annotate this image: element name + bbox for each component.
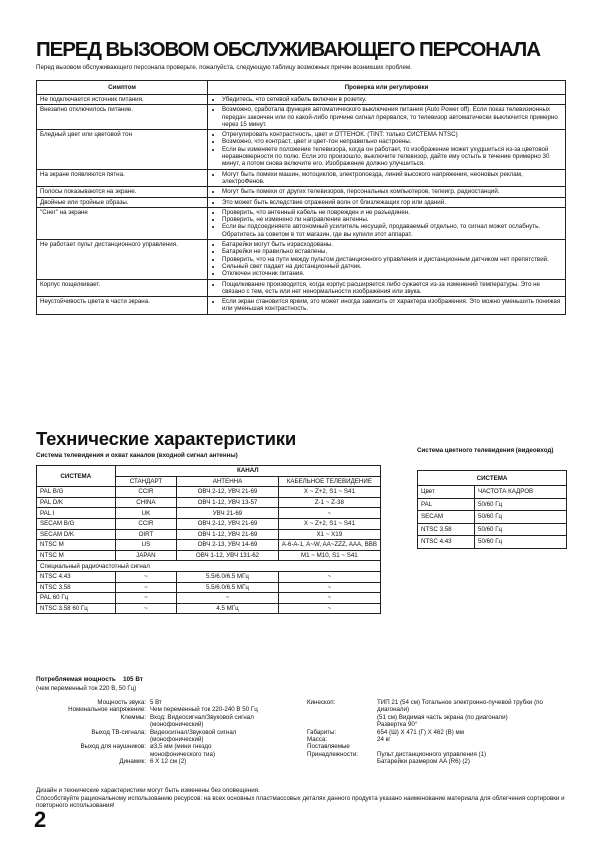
spec-row <box>37 487 381 498</box>
checks-cell <box>208 130 566 169</box>
checks-list <box>211 188 562 195</box>
rf-cell: ~ <box>115 603 177 614</box>
spec-line <box>307 714 567 721</box>
trouble-row <box>37 240 566 279</box>
spec-line-label <box>36 751 150 758</box>
checks-cell <box>208 207 566 239</box>
spec-cell: PAL D/K <box>37 497 116 508</box>
checks-cell <box>208 240 566 279</box>
spec-line <box>36 758 301 765</box>
page-title: ПЕРЕД ВЫЗОВОМ ОБСЛУЖИВАЮЩЕГО ПЕРСОНАЛА <box>36 38 540 61</box>
rf-row <box>37 593 381 604</box>
checks-list <box>211 241 562 277</box>
check-item: • Если вы подсоединяете автономный усилитель несущей, продаваемый отдельно, то сигнал может ослабнуть. Обратитесь за советом в тот магазин, где вы купили этот аппарат. <box>222 223 562 238</box>
spec-row <box>37 550 381 561</box>
rf-cell: ~ <box>115 582 177 593</box>
color-system-table <box>417 470 567 549</box>
check-item: • Батарейки не правильно вставлены. <box>222 248 562 255</box>
spec-cell: UK <box>115 508 177 519</box>
spec-line-label: Принадлежности: <box>307 750 358 758</box>
spec-line <box>36 699 301 706</box>
spec-line-label: Выход для наушников: <box>80 743 146 751</box>
spec-cell: PAL B/G <box>37 487 116 498</box>
trouble-row <box>37 95 566 105</box>
symptom-cell: Корпус пощелкивает. <box>37 279 208 297</box>
spec-cell: ~ <box>278 508 380 519</box>
checks-cell <box>208 297 566 315</box>
color-system-rate: 50/60 Гц <box>475 511 567 524</box>
color-system-rate: 50/60 Гц <box>475 498 567 511</box>
color-system-row <box>418 523 567 536</box>
rf-cell: 5.5/6.0/6.5 МГц <box>177 582 279 593</box>
spec-line <box>307 721 567 728</box>
footer-change-note: Дизайн и технические характеристики могут быть изменены без оповещения. <box>36 787 260 794</box>
spec-line <box>307 699 567 714</box>
spec-cell: УВЧ 21-69 <box>177 508 279 519</box>
rf-cell: NTSC 3.58 60 Гц <box>37 603 116 614</box>
spec-cell: ОВЧ 2-13, УВЧ 14-69 <box>177 540 279 551</box>
checks-list <box>211 209 562 238</box>
check-item: • Возможно, что контраст, цвет и цвет-тон неправильно настроены. <box>222 138 562 145</box>
spec-cell: CHINA <box>115 497 177 508</box>
specs-left-column <box>36 699 301 766</box>
symptom-header: Симптом <box>37 81 208 95</box>
spec-line-label: Динамик: <box>119 758 146 766</box>
rf-cell: ~ <box>278 593 380 604</box>
spec-line-value: Батарейки размером AA (R6) (2) <box>377 758 470 766</box>
spec-line <box>36 751 301 758</box>
spec-line-value: 6 X 12 см (2) <box>150 758 187 766</box>
rf-row <box>37 571 381 582</box>
spec-line-label <box>307 714 377 721</box>
spec-subheading: Система телевидения и охват каналов (входной сигнал антенны) <box>36 452 238 459</box>
spec-line-value: (монофонический) <box>150 721 204 729</box>
color-system-rate: 50/60 Гц <box>475 536 567 549</box>
check-item: • Проверить, что на пути между пультом дистанционного управления и дистанционным датчиком нет препятствий. <box>222 256 562 263</box>
rf-cell: ~ <box>115 593 177 604</box>
trouble-row <box>37 187 566 197</box>
spec-line-label: Мощность звука: <box>97 699 146 706</box>
spec-cell: A-6-A-1, A~W, AA~ZZZ, AAA, BBB <box>278 540 380 551</box>
frame-rate-col-header: ЧАСТОТА КАДРОВ <box>475 486 567 499</box>
spec-line-value: 5 Вт <box>150 699 162 706</box>
spec-line-value: (51 см) Видимая часть экрана (по диагонали) <box>377 713 508 721</box>
spec-cell: CCIR <box>115 487 177 498</box>
checks-list <box>211 96 562 103</box>
checks-list <box>211 131 562 167</box>
spec-line-label: Кинескоп: <box>307 699 336 706</box>
power-value: 105 Вт <box>122 676 144 683</box>
check-item: • Могут быть помехи машин, мотоциклов, электропоезда, линий высокого напряжения, неоновых реклам, электроФенов. <box>222 171 562 186</box>
check-item: • Если вы изменяете положение телевизора, когда он работает, то изображение может ухудшиться из-за цветовой неравномерности по полю. Если это произошло, выключите телевизор, дайте ему остыть в течение примерно 30 минут, а потом снова включите его. Изображение должно улучшиться. <box>222 146 562 168</box>
spec-cell: X1 ~ X19 <box>278 529 380 540</box>
symptom-cell: Внезапно отключилось питание. <box>37 105 208 130</box>
antenna-header: АНТЕННА <box>177 476 279 487</box>
trouble-row <box>37 297 566 315</box>
power-note: (чем переменный ток 220 В, 50 Гц) <box>36 685 137 692</box>
symptom-cell: "Снег" на экране <box>37 207 208 239</box>
spec-line-label: Номинальное напряжение: <box>68 706 146 714</box>
spec-cell: JAPAN <box>115 550 177 561</box>
symptom-cell: Неустойчивость цвета в части экрана. <box>37 297 208 315</box>
checks-cell <box>208 197 566 207</box>
color-system-row <box>418 498 567 511</box>
specs-right-column <box>307 699 567 766</box>
spec-line-value: Чем переменный ток 220-240 В 50 Гц <box>150 706 258 714</box>
spec-cell: ОВЧ 2-12, УВЧ 21-69 <box>177 487 279 498</box>
symptom-cell: Не работает пульт дистанционного управления. <box>37 240 208 279</box>
spec-line-value: Вход: Видеосигнал/Звуковой сигнал <box>150 713 254 721</box>
spec-cell: ОВЧ 1-12, УВЧ 21-69 <box>177 529 279 540</box>
check-item: • Это может быть вследствие отражений волн от близлежащих гор или зданий. <box>222 199 562 206</box>
spec-line-value <box>377 743 567 750</box>
spec-cell: OIRT <box>115 529 177 540</box>
trouble-row <box>37 279 566 297</box>
spec-line-label: Поставляемые <box>307 743 350 751</box>
trouble-row <box>37 207 566 239</box>
color-system-title: Система цветного телевидения (видеовход) <box>417 447 554 454</box>
spec-row <box>37 529 381 540</box>
check-item: • Возможно, сработала функция автоматического выключения питания (Auto Power off). Если показ телевизионных передач закончен или по какой-либо причине сигнал прервался, то телевизор автоматически выключится примерно через 15 минут. <box>222 106 562 128</box>
symptom-cell: Двойные или тройные образы. <box>37 197 208 207</box>
channel-header: КАНАЛ <box>115 466 380 477</box>
symptom-cell: Не подключается источник питания. <box>37 95 208 105</box>
checks-list <box>211 171 562 186</box>
spec-cell: X ~ Z+2, S1 ~ S41 <box>278 518 380 529</box>
checks-list <box>211 199 562 206</box>
system-header: СИСТЕМА <box>37 466 116 487</box>
symptom-cell: Бледный цвет или цветовой тон <box>37 130 208 169</box>
spec-line-label <box>307 758 377 765</box>
spec-line <box>307 736 567 743</box>
spec-cell: NTSC M <box>37 540 116 551</box>
spec-cell: M1 ~ M10, S1 ~ S41 <box>278 550 380 561</box>
page-number: 2 <box>34 807 47 832</box>
spec-row <box>37 508 381 519</box>
spec-line-label: Клеммы: <box>120 713 146 721</box>
color-system-row <box>418 511 567 524</box>
rf-cell: ~ <box>278 571 380 582</box>
color-system-row <box>418 536 567 549</box>
rf-label-row <box>37 561 381 572</box>
checks-cell <box>208 105 566 130</box>
spec-line <box>36 721 301 728</box>
spec-line-value: ø3,5 мм (мини гнездо <box>150 743 212 751</box>
checks-list <box>211 281 562 296</box>
rf-cell: 4.5 МГц <box>177 603 279 614</box>
spec-cell: PAL I <box>37 508 116 519</box>
spec-row <box>37 540 381 551</box>
rf-row <box>37 582 381 593</box>
spec-line-value: монофонического тиа) <box>150 750 216 758</box>
footer-notes <box>36 787 566 810</box>
trouble-row <box>37 169 566 187</box>
tv-system-table <box>36 465 381 614</box>
standard-header: СТАНДАРТ <box>115 476 177 487</box>
rf-cell: ~ <box>115 571 177 582</box>
spec-cell: Z-1 ~ Z-38 <box>278 497 380 508</box>
rf-cell: ~ <box>278 603 380 614</box>
spec-cell: ОВЧ 2-12, УВЧ 21-69 <box>177 518 279 529</box>
spec-line <box>307 758 567 765</box>
check-item: • Если экран становится ярким, это может иногда зависить от характера изображения. Это можно уменьшить понижая или уменьшая контрастность. <box>222 298 562 313</box>
spec-line <box>36 706 301 713</box>
spec-line <box>36 714 301 721</box>
rf-cell: PAL 60 Гц <box>37 593 116 604</box>
spec-cell: SECAM D/K <box>37 529 116 540</box>
checks-header: Проверка или регулировки <box>208 81 566 95</box>
rf-cell: NTSC 4.43 <box>37 571 116 582</box>
color-system-rate: 50/60 Гц <box>475 523 567 536</box>
spec-line-value: Видеосигнал/Звуковой сигнал <box>150 728 237 736</box>
rf-cell: ~ <box>177 593 279 604</box>
checks-cell <box>208 187 566 197</box>
check-item: • Отрегулировать контрастность, цвет и ОТТЕНОК. (TINT: только СИСТЕМА NTSC) <box>222 131 562 138</box>
checks-cell <box>208 95 566 105</box>
rf-cell: 5.5/6.0/6.5 МГц <box>177 571 279 582</box>
spec-row <box>37 497 381 508</box>
spec-line-value: Пульт дистанционного управления (1) <box>377 750 487 758</box>
trouble-row <box>37 105 566 130</box>
check-item: • Отключен источник питания. <box>222 270 562 277</box>
spec-cell: ОВЧ 1-12, УВЧ 131-62 <box>177 550 279 561</box>
spec-line-label: Масса: <box>307 736 328 744</box>
spec-line <box>36 729 301 736</box>
spec-line <box>36 736 301 743</box>
checks-cell <box>208 279 566 297</box>
trouble-row <box>37 130 566 169</box>
rf-row <box>37 603 381 614</box>
color-system-header: СИСТЕМА <box>418 471 567 486</box>
spec-line-value: ТИП 21 (54 см) Тотальное электронно-пучевой трубки (по диагонали) <box>377 699 543 714</box>
cable-header: КАБЕЛЬНОЕ ТЕЛЕВИДЕНИЕ <box>278 476 380 487</box>
trouble-row <box>37 197 566 207</box>
power-label: Потребляемая мощность <box>36 676 116 683</box>
checks-list <box>211 106 562 128</box>
footer-recycling-note: Способствуйте рациональному использованию ресурсов: на всех основных пластмассовых деталях данного продукта указано наименование материала для облегчения сортировки и повторного использования! <box>36 794 565 810</box>
spec-line-value: (монофонический) <box>150 736 204 744</box>
symptom-cell: Полосы показываются на экране. <box>37 187 208 197</box>
check-item: • Убедитесь, что сетевой кабель включен в розетку. <box>222 96 562 103</box>
color-system-name: NTSC 4.43 <box>418 536 475 549</box>
spec-line <box>307 743 567 750</box>
spec-line-label <box>307 721 377 728</box>
spec-line-value: 24 кг <box>377 736 391 744</box>
spec-line-value: 654 (Ш) X 471 (Г) X 462 (В) мм <box>377 728 464 736</box>
color-col-header: Цвет <box>418 486 475 499</box>
spec-line-value: Развертка 90° <box>377 721 418 729</box>
spec-cell: SECAM B/G <box>37 518 116 529</box>
check-item: • Проверить, не изменено ли направление антенны. <box>222 216 562 223</box>
spec-line <box>36 743 301 750</box>
troubleshooting-table <box>36 80 566 315</box>
check-item: • Пощелкивание производится, когда корпус расширяется либо сужается из-за изменений температуры. Это не связано с тем, есть или нет ненормальности изображения или звука. <box>222 281 562 296</box>
rf-label: Специальный радиочастотный сигнал <box>37 561 381 572</box>
checks-list <box>211 298 562 313</box>
spec-line-label: Габариты: <box>307 728 337 736</box>
spec-row <box>37 518 381 529</box>
check-item: • Проверить, что антенный кабель не поврежден и не разъединен. <box>222 209 562 216</box>
spec-line-label <box>36 736 150 743</box>
spec-cell: NTSC M <box>37 550 116 561</box>
spec-heading: Технические характеристики <box>36 428 296 449</box>
power-consumption <box>36 676 143 683</box>
symptom-cell: На экране появляются пятна. <box>37 169 208 187</box>
spec-cell: X ~ Z+2, S1 ~ S41 <box>278 487 380 498</box>
spec-line-label: Выход ТВ-сигнала: <box>91 728 146 736</box>
rf-cell: ~ <box>278 582 380 593</box>
spec-cell: US <box>115 540 177 551</box>
intro-text: Перед вызовом обслуживающего персонала проверьте, пожалуйста, следующую таблицу возможных причин возникших проблем. <box>36 64 412 71</box>
check-item: • Батарейки могут быть израсходованы. <box>222 241 562 248</box>
check-item: • Сильный свет падает на дистанционный датчик. <box>222 263 562 270</box>
spec-cell: ОВЧ 1-12, УВЧ 13-57 <box>177 497 279 508</box>
color-system-name: SECAM <box>418 511 475 524</box>
color-system-name: PAL <box>418 498 475 511</box>
spec-cell: CCIR <box>115 518 177 529</box>
color-system-name: NTSC 3.58 <box>418 523 475 536</box>
check-item: • Могут быть помехи от других телевизоров, персональных компьютеров, телеигр, радиостанций. <box>222 188 562 195</box>
spec-line-label <box>36 721 150 728</box>
spec-line <box>307 751 567 758</box>
checks-cell <box>208 169 566 187</box>
spec-line <box>307 729 567 736</box>
rf-cell: NTSC 3.58 <box>37 582 116 593</box>
